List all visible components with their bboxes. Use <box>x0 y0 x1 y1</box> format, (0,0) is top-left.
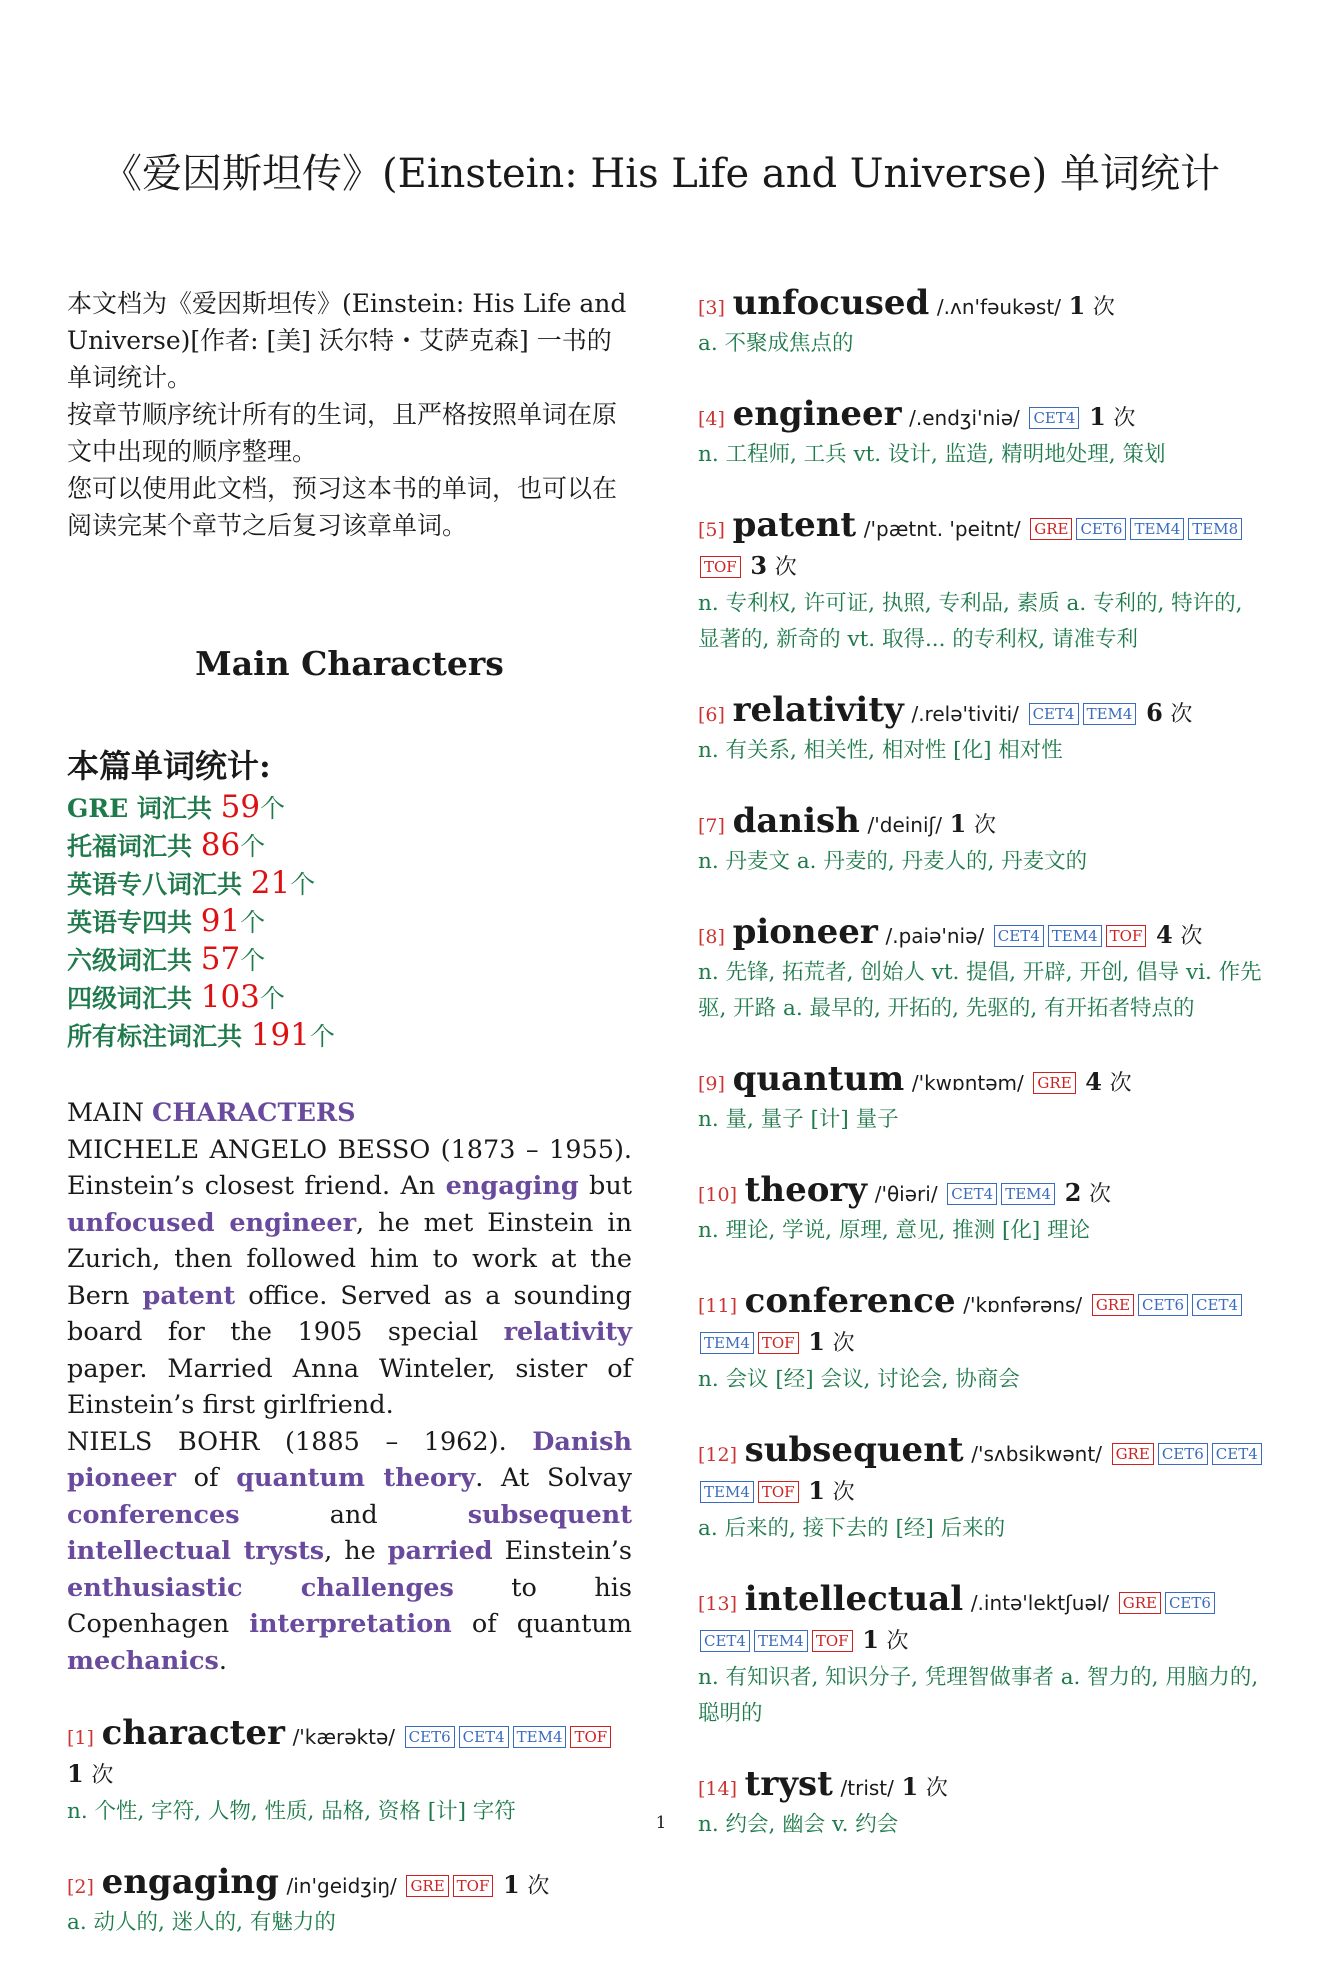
exam-tag: TEM4 <box>1083 703 1137 725</box>
count-suffix: 次 <box>1092 295 1115 320</box>
entry-definition: n. 约会, 幽会 v. 约会 <box>698 1812 899 1837</box>
entry-header <box>698 914 1268 955</box>
entry-word: subsequent <box>744 1430 964 1470</box>
page-title: 《爱因斯坦传》(Einstein: His Life and Universe) 单词统计 <box>102 151 1220 197</box>
highlighted-word: engaging <box>445 1171 579 1201</box>
highlighted-word: conferences <box>67 1499 240 1530</box>
word-entry <box>698 1432 1268 1547</box>
exam-tag: TOF <box>1106 925 1147 947</box>
count-suffix: 次 <box>832 1331 855 1356</box>
entry-definition: n. 个性, 字符, 人物, 性质, 品格, 资格 [计] 字符 <box>67 1799 516 1824</box>
entry-definition: n. 工程师, 工兵 vt. 设计, 监造, 精明地处理, 策划 <box>698 442 1166 467</box>
entry-count: 1 <box>1068 291 1086 320</box>
entry-count: 4 <box>1156 920 1173 949</box>
count-suffix: 次 <box>973 813 996 838</box>
entry-phonetic: /.endʒi'niə/ <box>909 406 1020 430</box>
word-entry <box>698 803 1268 880</box>
stat-count: 91 <box>200 903 241 939</box>
exam-tag: CET4 <box>1029 703 1079 725</box>
passage-text: of quantum <box>451 1609 632 1639</box>
entry-word: tryst <box>744 1764 833 1804</box>
stat-count: 57 <box>200 941 241 977</box>
passage-text: , he met Einstein in Zurich, then followed him to work at the Bern <box>67 1207 632 1311</box>
passage <box>67 1095 632 1679</box>
stat-count: 21 <box>250 865 291 901</box>
highlighted-word: subsequent intellectual trysts <box>67 1499 632 1566</box>
word-entry <box>698 1283 1268 1398</box>
exam-tag: TEM4 <box>1048 925 1102 947</box>
entry-header <box>698 396 1268 437</box>
exam-tag: CET6 <box>1138 1294 1188 1316</box>
stat-count: 59 <box>220 789 261 825</box>
entry-phonetic: /'pætnt. 'peitnt/ <box>863 517 1021 541</box>
stat-line <box>67 1017 632 1055</box>
highlighted-word: parried <box>387 1536 493 1566</box>
intro-line: 本文档为《爱因斯坦传》(Einstein: His Life and Universe)[作者: [美] 沃尔特・艾萨克森] 一书的单词统计。 <box>67 289 627 392</box>
stat-label: 英语专八词汇共 <box>67 870 251 899</box>
exam-tag: CET4 <box>459 1726 509 1748</box>
entry-header <box>698 507 1268 586</box>
section-heading: Main Characters <box>195 644 504 683</box>
highlighted-word: patent <box>142 1280 236 1311</box>
page-number: 1 <box>655 1813 667 1833</box>
stat-label: 托福词汇共 <box>67 832 201 861</box>
entry-index: [9] <box>698 1073 725 1095</box>
highlighted-word: relativity <box>503 1317 632 1347</box>
stats-block <box>67 741 632 1055</box>
entry-index: [11] <box>698 1295 738 1317</box>
stat-label: 所有标注词汇共 <box>67 1022 251 1051</box>
count-suffix: 次 <box>1180 924 1203 949</box>
count-suffix: 次 <box>774 555 797 580</box>
exam-tag: TEM4 <box>700 1481 754 1503</box>
word-list-right <box>698 285 1268 1843</box>
exam-tag: CET4 <box>1192 1294 1242 1316</box>
exam-tag: TEM8 <box>1188 518 1242 540</box>
exam-tag: TOF <box>812 1630 853 1652</box>
exam-tag: TEM4 <box>1001 1183 1055 1205</box>
entry-word: quantum <box>732 1059 905 1099</box>
entry-index: [12] <box>698 1444 738 1466</box>
stat-unit: 个 <box>240 946 266 975</box>
passage-text: . <box>218 1645 228 1676</box>
exam-tag: CET4 <box>994 925 1044 947</box>
right-column <box>698 285 1268 1877</box>
entry-header <box>698 1061 1268 1102</box>
count-suffix: 次 <box>527 1874 550 1899</box>
stat-unit: 个 <box>259 984 285 1013</box>
entry-count: 1 <box>503 1870 520 1899</box>
left-column <box>67 285 632 1975</box>
entry-header <box>698 1581 1268 1660</box>
stat-unit: 个 <box>290 870 316 899</box>
entry-index: [10] <box>698 1184 738 1206</box>
stat-label: GRE 词汇共 <box>67 794 221 823</box>
intro <box>67 285 632 544</box>
intro-line: 按章节顺序统计所有的生词，且严格按照单词在原文中出现的顺序整理。 <box>67 400 618 466</box>
passage-text: , he <box>324 1536 388 1566</box>
exam-tag: GRE <box>1092 1294 1134 1316</box>
entry-phonetic: /'sʌbsikwənt/ <box>971 1442 1102 1466</box>
entry-word: intellectual <box>744 1579 964 1619</box>
entry-definition: n. 先锋, 拓荒者, 创始人 vt. 提倡, 开辟, 开创, 倡导 vi. 作先驱, 开路 a. 最早的, 开拓的, 先驱的, 有开拓者特点的 <box>698 960 1262 1021</box>
passage-text: MICHELE ANGELO BESSO (1873 – 1955). Einstein’s closest friend. An <box>67 1134 632 1201</box>
count-suffix: 次 <box>832 1480 855 1505</box>
entry-definition: n. 理论, 学说, 原理, 意见, 推测 [化] 理论 <box>698 1218 1091 1243</box>
entry-header <box>698 692 1268 733</box>
highlighted-word: mechanics <box>67 1645 219 1676</box>
highlighted-word: CHARACTERS <box>152 1098 356 1128</box>
exam-tag: GRE <box>1033 1072 1075 1094</box>
word-entry <box>698 914 1268 1027</box>
entry-header <box>698 1766 1268 1807</box>
passage-text: but <box>578 1171 632 1201</box>
highlighted-word: Danish pioneer <box>67 1426 632 1493</box>
entry-phonetic: /trist/ <box>840 1776 894 1800</box>
word-entry <box>698 1581 1268 1732</box>
exam-tag: CET4 <box>700 1630 750 1652</box>
entry-index: [2] <box>67 1876 94 1898</box>
stat-count: 86 <box>200 827 241 863</box>
exam-tag: CET4 <box>947 1183 997 1205</box>
entry-phonetic: /.ʌn'fəukəst/ <box>936 295 1061 319</box>
word-entry <box>698 1172 1268 1249</box>
intro-line: 您可以使用此文档，预习这本书的单词，也可以在阅读完某个章节之后复习该章单词。 <box>67 474 618 540</box>
entry-definition: a. 不聚成焦点的 <box>698 331 854 356</box>
entry-phonetic: /'deiniʃ/ <box>867 813 942 837</box>
entry-definition: n. 有关系, 相关性, 相对性 [化] 相对性 <box>698 738 1063 763</box>
stat-label: 英语专四共 <box>67 908 201 937</box>
exam-tag: CET6 <box>405 1726 455 1748</box>
stat-unit: 个 <box>240 832 266 861</box>
exam-tag: TEM4 <box>1130 518 1184 540</box>
exam-tag: CET4 <box>1029 407 1079 429</box>
entry-index: [3] <box>698 297 725 319</box>
entry-word: patent <box>732 505 857 545</box>
exam-tag: TOF <box>570 1726 611 1748</box>
entry-index: [5] <box>698 519 725 541</box>
entry-index: [4] <box>698 408 725 430</box>
entry-count: 1 <box>901 1772 919 1801</box>
entry-word: relativity <box>732 690 904 730</box>
entry-index: [6] <box>698 704 725 726</box>
word-entry <box>67 1864 632 1941</box>
exam-tag: GRE <box>1112 1443 1154 1465</box>
exam-tag: CET6 <box>1076 518 1126 540</box>
exam-tag: TEM4 <box>700 1332 754 1354</box>
exam-tag: CET6 <box>1158 1443 1208 1465</box>
passage-text: Einstein’s <box>492 1536 632 1566</box>
word-entry <box>698 285 1268 362</box>
stat-label: 四级词汇共 <box>67 984 201 1013</box>
entry-index: [13] <box>698 1593 738 1615</box>
entry-word: pioneer <box>732 912 878 952</box>
exam-tag: GRE <box>1030 518 1072 540</box>
entry-phonetic: /'kærəktə/ <box>292 1725 396 1749</box>
entry-phonetic: /.relə'tiviti/ <box>911 702 1019 726</box>
highlighted-word: unfocused engineer <box>67 1207 357 1238</box>
exam-tag: CET4 <box>1212 1443 1262 1465</box>
count-suffix: 次 <box>1089 1182 1112 1207</box>
stat-count: 103 <box>200 979 260 1015</box>
entry-header <box>698 1172 1268 1213</box>
highlighted-word: interpretation <box>249 1609 452 1639</box>
entry-count: 1 <box>1089 402 1106 431</box>
entry-header <box>67 1715 632 1794</box>
exam-tag: TOF <box>700 556 741 578</box>
entry-word: danish <box>732 801 860 841</box>
entry-definition: a. 动人的, 迷人的, 有魅力的 <box>67 1910 336 1935</box>
entry-count: 4 <box>1085 1067 1102 1096</box>
passage-text: and <box>239 1499 468 1530</box>
entry-count: 3 <box>750 551 768 580</box>
exam-tag: GRE <box>406 1875 448 1897</box>
stat-line <box>67 941 632 979</box>
highlighted-word: enthusiastic challenges <box>67 1572 454 1603</box>
highlighted-word: quantum theory <box>236 1463 476 1493</box>
entry-header <box>698 1283 1268 1362</box>
count-suffix: 次 <box>91 1763 114 1788</box>
entry-count: 1 <box>67 1759 84 1788</box>
entry-index: [14] <box>698 1778 738 1800</box>
count-suffix: 次 <box>886 1629 909 1654</box>
entry-header <box>698 1432 1268 1511</box>
entry-phonetic: /.intə'lektʃuəl/ <box>970 1591 1110 1615</box>
stats-title: 本篇单词统计: <box>67 747 271 785</box>
passage-text: of <box>175 1463 237 1493</box>
passage-text: to his Copenhagen <box>67 1572 632 1639</box>
entry-definition: n. 会议 [经] 会议, 讨论会, 协商会 <box>698 1367 1020 1392</box>
entry-word: theory <box>744 1170 868 1210</box>
entry-phonetic: /.paiə'niə/ <box>885 924 985 948</box>
entry-definition: n. 量, 量子 [计] 量子 <box>698 1107 899 1132</box>
entry-definition: n. 丹麦文 a. 丹麦的, 丹麦人的, 丹麦文的 <box>698 849 1088 874</box>
entry-phonetic: /'kwɒntəm/ <box>911 1071 1024 1095</box>
stat-lines <box>67 789 632 1055</box>
exam-tag: TOF <box>758 1332 799 1354</box>
entry-phonetic: /'kɒnfərəns/ <box>963 1293 1083 1317</box>
entry-header <box>67 1864 632 1905</box>
passage-text: NIELS BOHR (1885 – 1962). <box>67 1426 533 1457</box>
entry-word: conference <box>744 1281 956 1321</box>
exam-tag: TEM4 <box>754 1630 808 1652</box>
entry-word: engaging <box>101 1862 279 1902</box>
entry-index: [7] <box>698 815 725 837</box>
stat-line <box>67 789 632 827</box>
count-suffix: 次 <box>1170 702 1193 727</box>
entry-count: 1 <box>862 1625 879 1654</box>
exam-tag: TOF <box>758 1481 799 1503</box>
stat-unit: 个 <box>260 794 286 823</box>
entry-count: 1 <box>808 1476 825 1505</box>
entry-phonetic: /in'geidʒiŋ/ <box>286 1874 397 1898</box>
entry-header <box>698 803 1268 844</box>
passage-text: paper. Married Anna Winteler, sister of Einstein’s first girlfriend. <box>67 1353 632 1420</box>
stat-label: 六级词汇共 <box>67 946 201 975</box>
count-suffix: 次 <box>1109 1071 1132 1096</box>
stat-count: 191 <box>250 1017 310 1053</box>
count-suffix: 次 <box>925 1776 948 1801</box>
exam-tag: GRE <box>1119 1592 1161 1614</box>
entry-count: 6 <box>1146 698 1163 727</box>
passage-text: office. Served as a sounding board for the 1905 special <box>67 1280 632 1347</box>
passage-text: . At Solvay <box>475 1463 632 1493</box>
word-entry <box>698 396 1268 473</box>
exam-tag: TEM4 <box>513 1726 567 1748</box>
exam-tag: TOF <box>453 1875 494 1897</box>
word-entry <box>698 692 1268 769</box>
stat-line <box>67 979 632 1017</box>
count-suffix: 次 <box>1113 406 1136 431</box>
entry-count: 2 <box>1064 1178 1082 1207</box>
word-entry <box>698 507 1268 658</box>
word-entry <box>698 1061 1268 1138</box>
stat-unit: 个 <box>240 908 266 937</box>
entry-index: [8] <box>698 926 725 948</box>
entry-definition: n. 专利权, 许可证, 执照, 专利品, 素质 a. 专利的, 特许的, 显著的, 新奇的 vt. 取得... 的专利权, 请准专利 <box>698 591 1243 652</box>
stat-line <box>67 903 632 941</box>
entry-word: engineer <box>732 394 902 434</box>
passage-text: MAIN <box>67 1098 153 1128</box>
entry-count: 1 <box>808 1327 825 1356</box>
stat-line <box>67 865 632 903</box>
entry-count: 1 <box>949 809 967 838</box>
exam-tag: CET6 <box>1165 1592 1215 1614</box>
entry-definition: n. 有知识者, 知识分子, 凭理智做事者 a. 智力的, 用脑力的, 聪明的 <box>698 1665 1259 1726</box>
stat-line <box>67 827 632 865</box>
entry-word: unfocused <box>732 283 930 323</box>
entry-definition: a. 后来的, 接下去的 [经] 后来的 <box>698 1516 1006 1541</box>
entry-word: character <box>101 1713 285 1753</box>
stat-unit: 个 <box>309 1022 335 1051</box>
entry-header <box>698 285 1268 326</box>
entry-index: [1] <box>67 1727 94 1749</box>
entry-phonetic: /'θiəri/ <box>874 1182 938 1206</box>
